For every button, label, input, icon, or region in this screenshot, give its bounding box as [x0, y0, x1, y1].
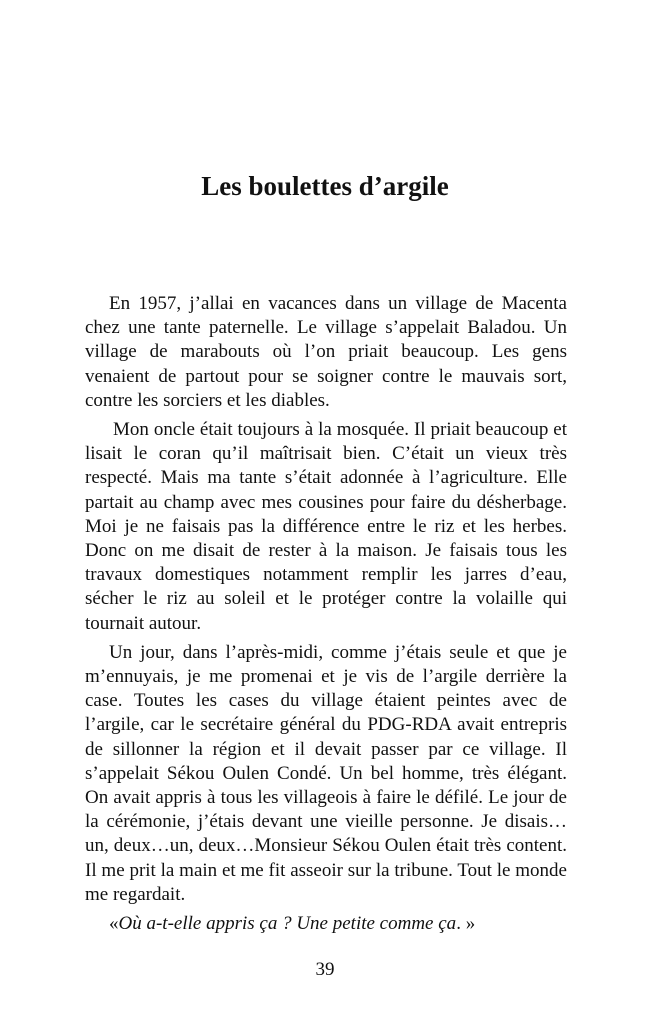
paragraph-1: En 1957, j’allai en vacances dans un village de Macenta chez une tante paternelle. Le village s’appelait Baladou. Un village de marabouts où l’on priait beaucoup. Les gens venaient de partout pour se soigner contre le mauvais sort, contre les sorciers et les diables. [85, 293, 567, 411]
page-number: 39 [315, 959, 335, 980]
paragraph-3: Un jour, dans l’après-midi, comme j’étais seule et que je m’ennuyais, je me promenai et je vis de l’argile derrière la case. Toutes les cases du village étaient peintes avec de l’argile, car le secrétaire général du PDG-RDA avait entrepris de sillonner la région et il devait passer par ce village. Il s’appelait Sékou Oulen Condé. Un bel homme, très élégant. On avait appris à tous les villageois à faire le défilé. Le jour de la cérémonie, j’étais devant une vieille personne. Je disais…un, deux…un, deux…Monsieur Sékou Oulen était très content. Il me prit la main et me fit asseoir sur la tribune. Tout le monde me regardait. [85, 641, 567, 905]
body-text [85, 292, 567, 941]
quote-paragraph [85, 912, 567, 936]
quote-close-mark: . » [456, 913, 476, 935]
quote-open-mark: « [109, 913, 119, 935]
chapter-title: Les boulettes d’argile [201, 171, 449, 201]
quote-text: Où a-t-elle appris ça ? Une petite comme ça [118, 913, 457, 935]
paragraph-2: Mon oncle était toujours à la mosquée. Il priait beaucoup et lisait le coran qu’il maîtrisait bien. C’était un vieux très respecté. Mais ma tante s’était adonnée à l’agriculture. Elle partait au champ avec mes cousines pour faire du désherbage. Moi je ne faisais pas la différence entre le riz et les herbes. Donc on me disait de rester à la maison. Je faisais tous les travaux domestiques notamment remplir les jarres d’eau, sécher le riz au soleil et le protéger contre la volaille qui tournait autour. [85, 419, 567, 634]
